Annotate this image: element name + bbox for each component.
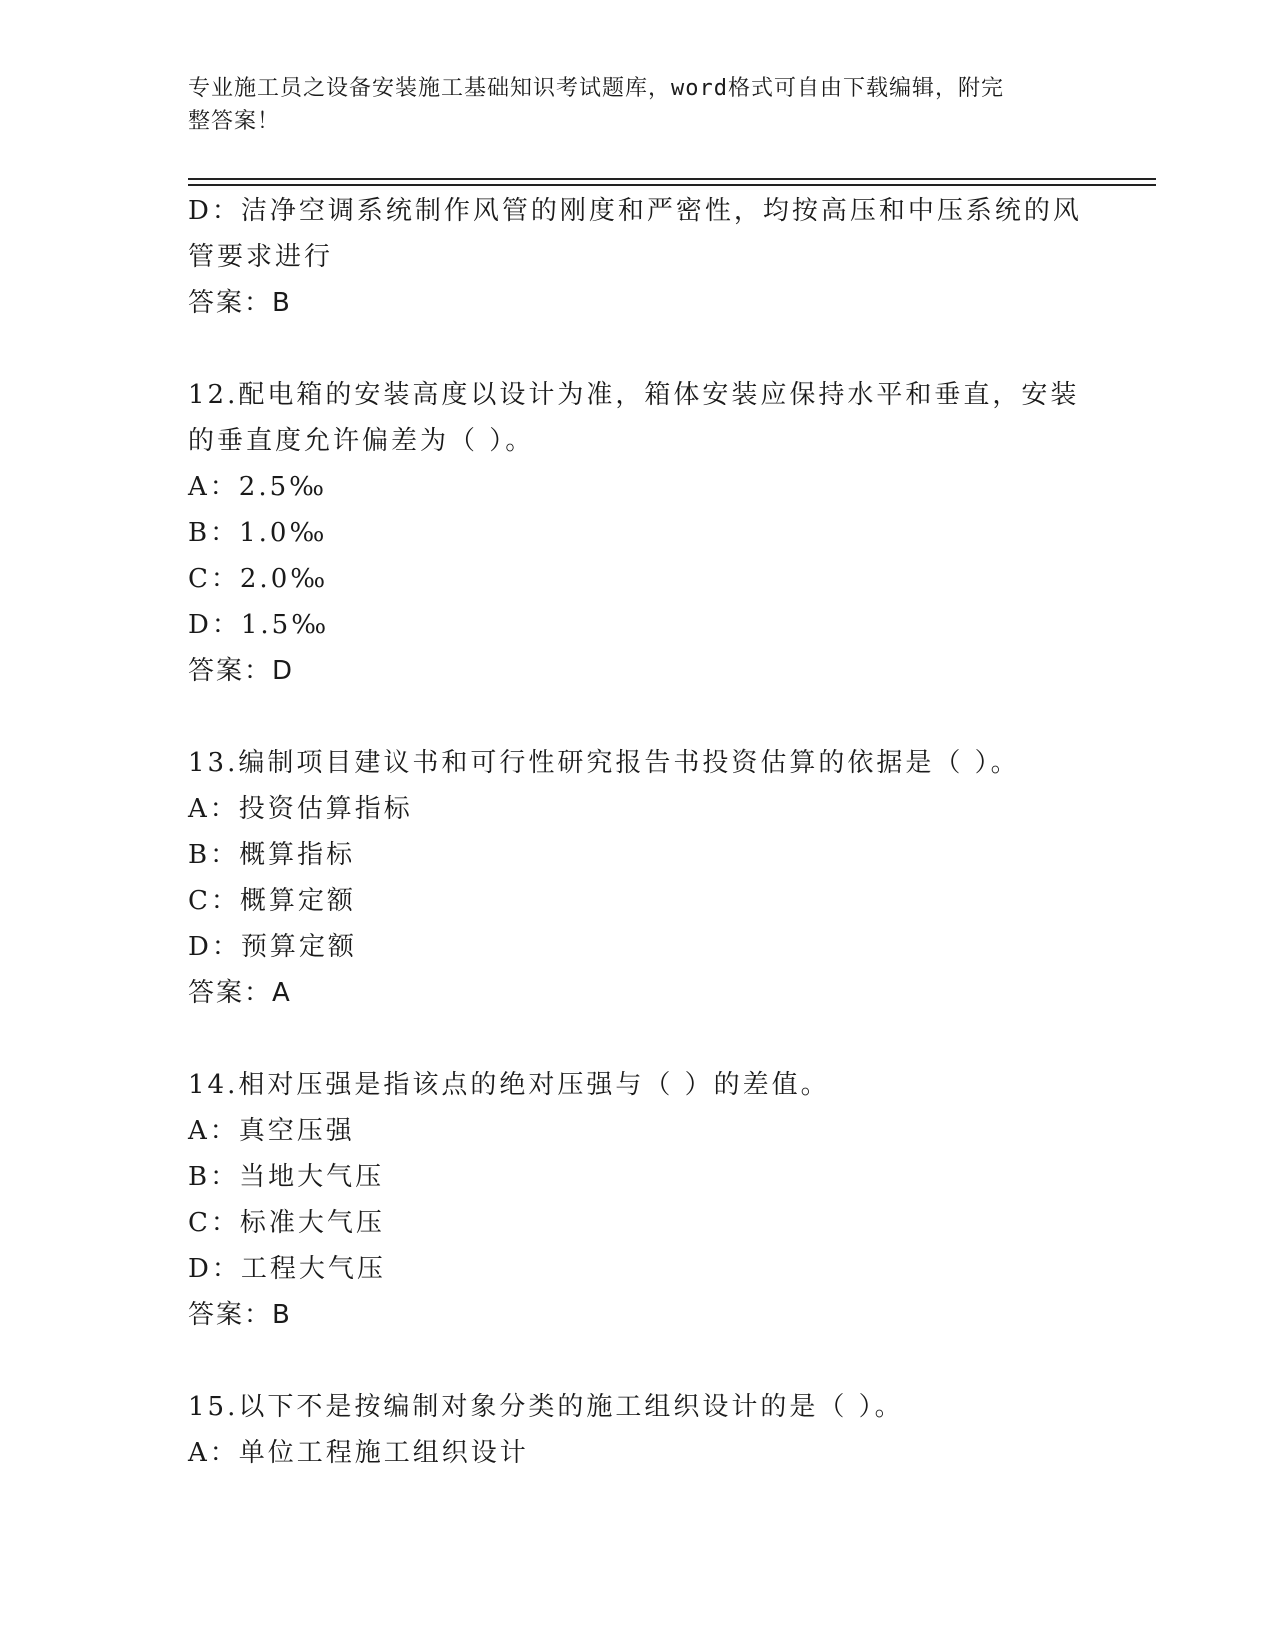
spacer <box>188 694 1088 740</box>
question-12 <box>188 372 1088 694</box>
question-stem: 12.配电箱的安装高度以设计为准，箱体安装应保持水平和垂直，安装 <box>188 380 1080 410</box>
option-c: C：概算定额 <box>188 886 356 916</box>
question-content <box>188 188 1088 1476</box>
answer: 答案：A <box>188 978 292 1008</box>
option-d: D：1.5‰ <box>188 610 330 640</box>
option-b: B：概算指标 <box>188 840 356 870</box>
option-d: D：洁净空调系统制作风管的刚度和严密性，均按高压和中压系统的风 <box>188 196 1082 226</box>
question-stem: 15.以下不是按编制对象分类的施工组织设计的是（ ）。 <box>188 1392 904 1422</box>
question-stem: 13.编制项目建议书和可行性研究报告书投资估算的依据是（ ）。 <box>188 748 1020 778</box>
header-text-line-1: 专业施工员之设备安装施工基础知识考试题库，word格式可自由下载编辑，附完 <box>188 76 1004 101</box>
question-stem: 14.相对压强是指该点的绝对压强与（ ）的差值。 <box>188 1070 830 1100</box>
option-c: C：2.0‰ <box>188 564 329 594</box>
question-11-tail <box>188 188 1088 326</box>
option-b: B：当地大气压 <box>188 1162 385 1192</box>
option-b: B：1.0‰ <box>188 518 328 548</box>
option-a: A：投资估算指标 <box>188 794 413 824</box>
option-d: D：工程大气压 <box>188 1254 386 1284</box>
option-c: C：标准大气压 <box>188 1208 385 1238</box>
option-a: A：2.5‰ <box>188 472 328 502</box>
question-13 <box>188 740 1088 1016</box>
header-text-line-2: 整答案！ <box>188 109 281 134</box>
option-d: D：预算定额 <box>188 932 357 962</box>
question-stem-continued: 的垂直度允许偏差为（ ）。 <box>188 426 535 456</box>
question-14 <box>188 1062 1088 1338</box>
option-d-continued: 管要求进行 <box>188 242 334 272</box>
spacer <box>188 1016 1088 1062</box>
question-15 <box>188 1384 1088 1476</box>
answer: 答案：B <box>188 1300 292 1330</box>
answer: 答案：D <box>188 656 295 686</box>
option-a: A：真空压强 <box>188 1116 355 1146</box>
document-header <box>188 72 1068 138</box>
spacer <box>188 326 1088 372</box>
spacer <box>188 1338 1088 1384</box>
answer: 答案：B <box>188 288 292 318</box>
header-rule-bottom <box>188 184 1156 186</box>
option-a: A：单位工程施工组织设计 <box>188 1438 529 1468</box>
header-rule-top <box>188 178 1156 180</box>
